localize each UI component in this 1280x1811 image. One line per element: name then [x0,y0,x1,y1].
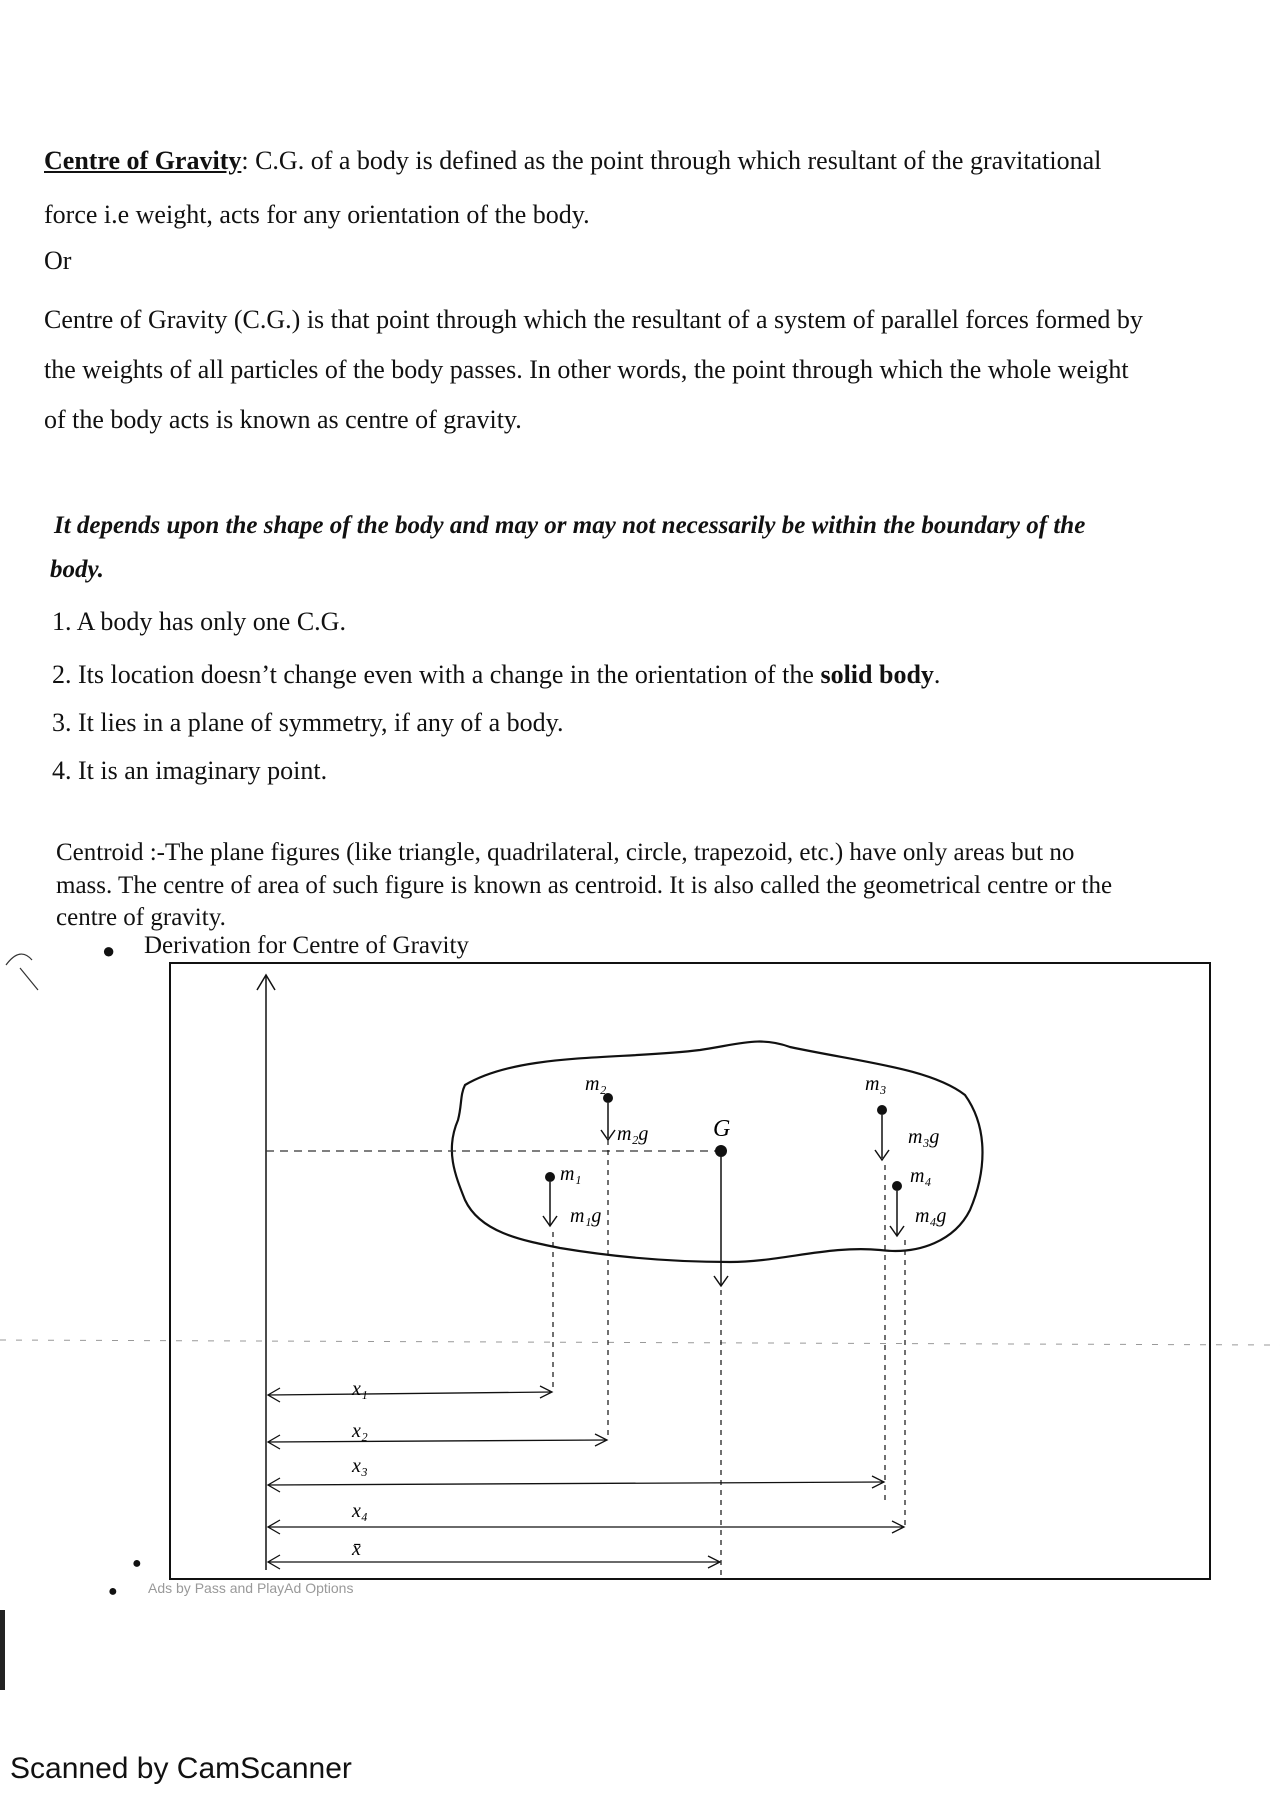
particle-m4 [892,1181,902,1191]
property-item-2-bold: solid body [820,660,934,689]
distance-arrows [268,1386,904,1569]
scan-edge-mark [0,1610,5,1690]
label-x1: x₁ [352,1378,368,1400]
arrow-x1 [268,1392,552,1395]
property-item-1: 1. A body has only one C.G. [52,607,346,636]
property-item-2-text: 2. Its location doesn’t change even with a change in the orientation of the [52,660,821,689]
label-xbar: x̄ [352,1538,361,1560]
alt-definition-line2: the weights of all particles of the body passes. In other words, the point through which the whole weight [44,355,1129,384]
centroid-line2: mass. The centre of area of such figure is known as centroid. It is also called the geometrical centre or the [56,872,1113,899]
arrow-x2 [268,1440,607,1442]
label-x3: x₃ [352,1455,368,1477]
or-label: Or [44,246,72,275]
label-x2: x₂ [352,1420,368,1442]
label-m3: m₃ [865,1073,887,1095]
definition-term: Centre of Gravity [44,146,242,175]
label-g: G [713,1116,731,1142]
label-m3g: m₃g [908,1126,940,1148]
particle-m1 [545,1172,555,1182]
property-item-2-end: . [933,660,941,689]
property-item-4: 4. It is an imaginary point. [52,756,328,785]
definition-text-line2: force i.e weight, acts for any orientation of the body. [44,200,590,229]
alt-definition-line3: of the body acts is known as centre of gravity. [44,405,522,434]
centroid-line3: centre of gravity. [56,904,226,931]
property-item-3: 3. It lies in a plane of symmetry, if any of a body. [52,708,564,737]
label-m2g: m₂g [617,1123,649,1145]
label-m4g: m₄g [915,1205,947,1227]
label-m1g: m₁g [570,1205,602,1227]
label-m1: m₁ [560,1163,582,1185]
alt-definition-line1: Centre of Gravity (C.G.) is that point through which the resultant of a system of parallel forces formed by [44,305,1143,334]
bullet-icon: ● [132,1555,142,1572]
x-axis [0,1340,1280,1345]
note-line1: It depends upon the shape of the body and may or may not necessarily be within the boundary of the [54,512,1086,539]
label-x4: x₄ [352,1500,368,1522]
centroid-line1: Centroid :-The plane figures (like triangle, quadrilateral, circle, trapezoid, etc.) have only areas but no [56,839,1075,866]
bullet-icon: ● [102,938,116,963]
label-m2: m₂ [585,1073,607,1095]
scanner-watermark: Scanned by CamScanner [10,1752,352,1785]
derivation-heading: Derivation for Centre of Gravity [144,932,469,959]
definition-text-line1: : C.G. of a body is defined as the point through which resultant of the gravitational [241,146,1102,175]
centre-of-gravity-point [715,1145,727,1157]
scan-artifact [6,954,38,990]
particle-m3 [877,1105,887,1115]
faint-caption: Ads by Pass and PlayAd Options [148,1580,354,1596]
bullet-icon: ● [108,1583,118,1600]
note-line2: body. [50,556,104,583]
label-m4: m₄ [910,1165,932,1187]
arrow-x3 [268,1482,884,1485]
diagram-frame [170,963,1210,1579]
